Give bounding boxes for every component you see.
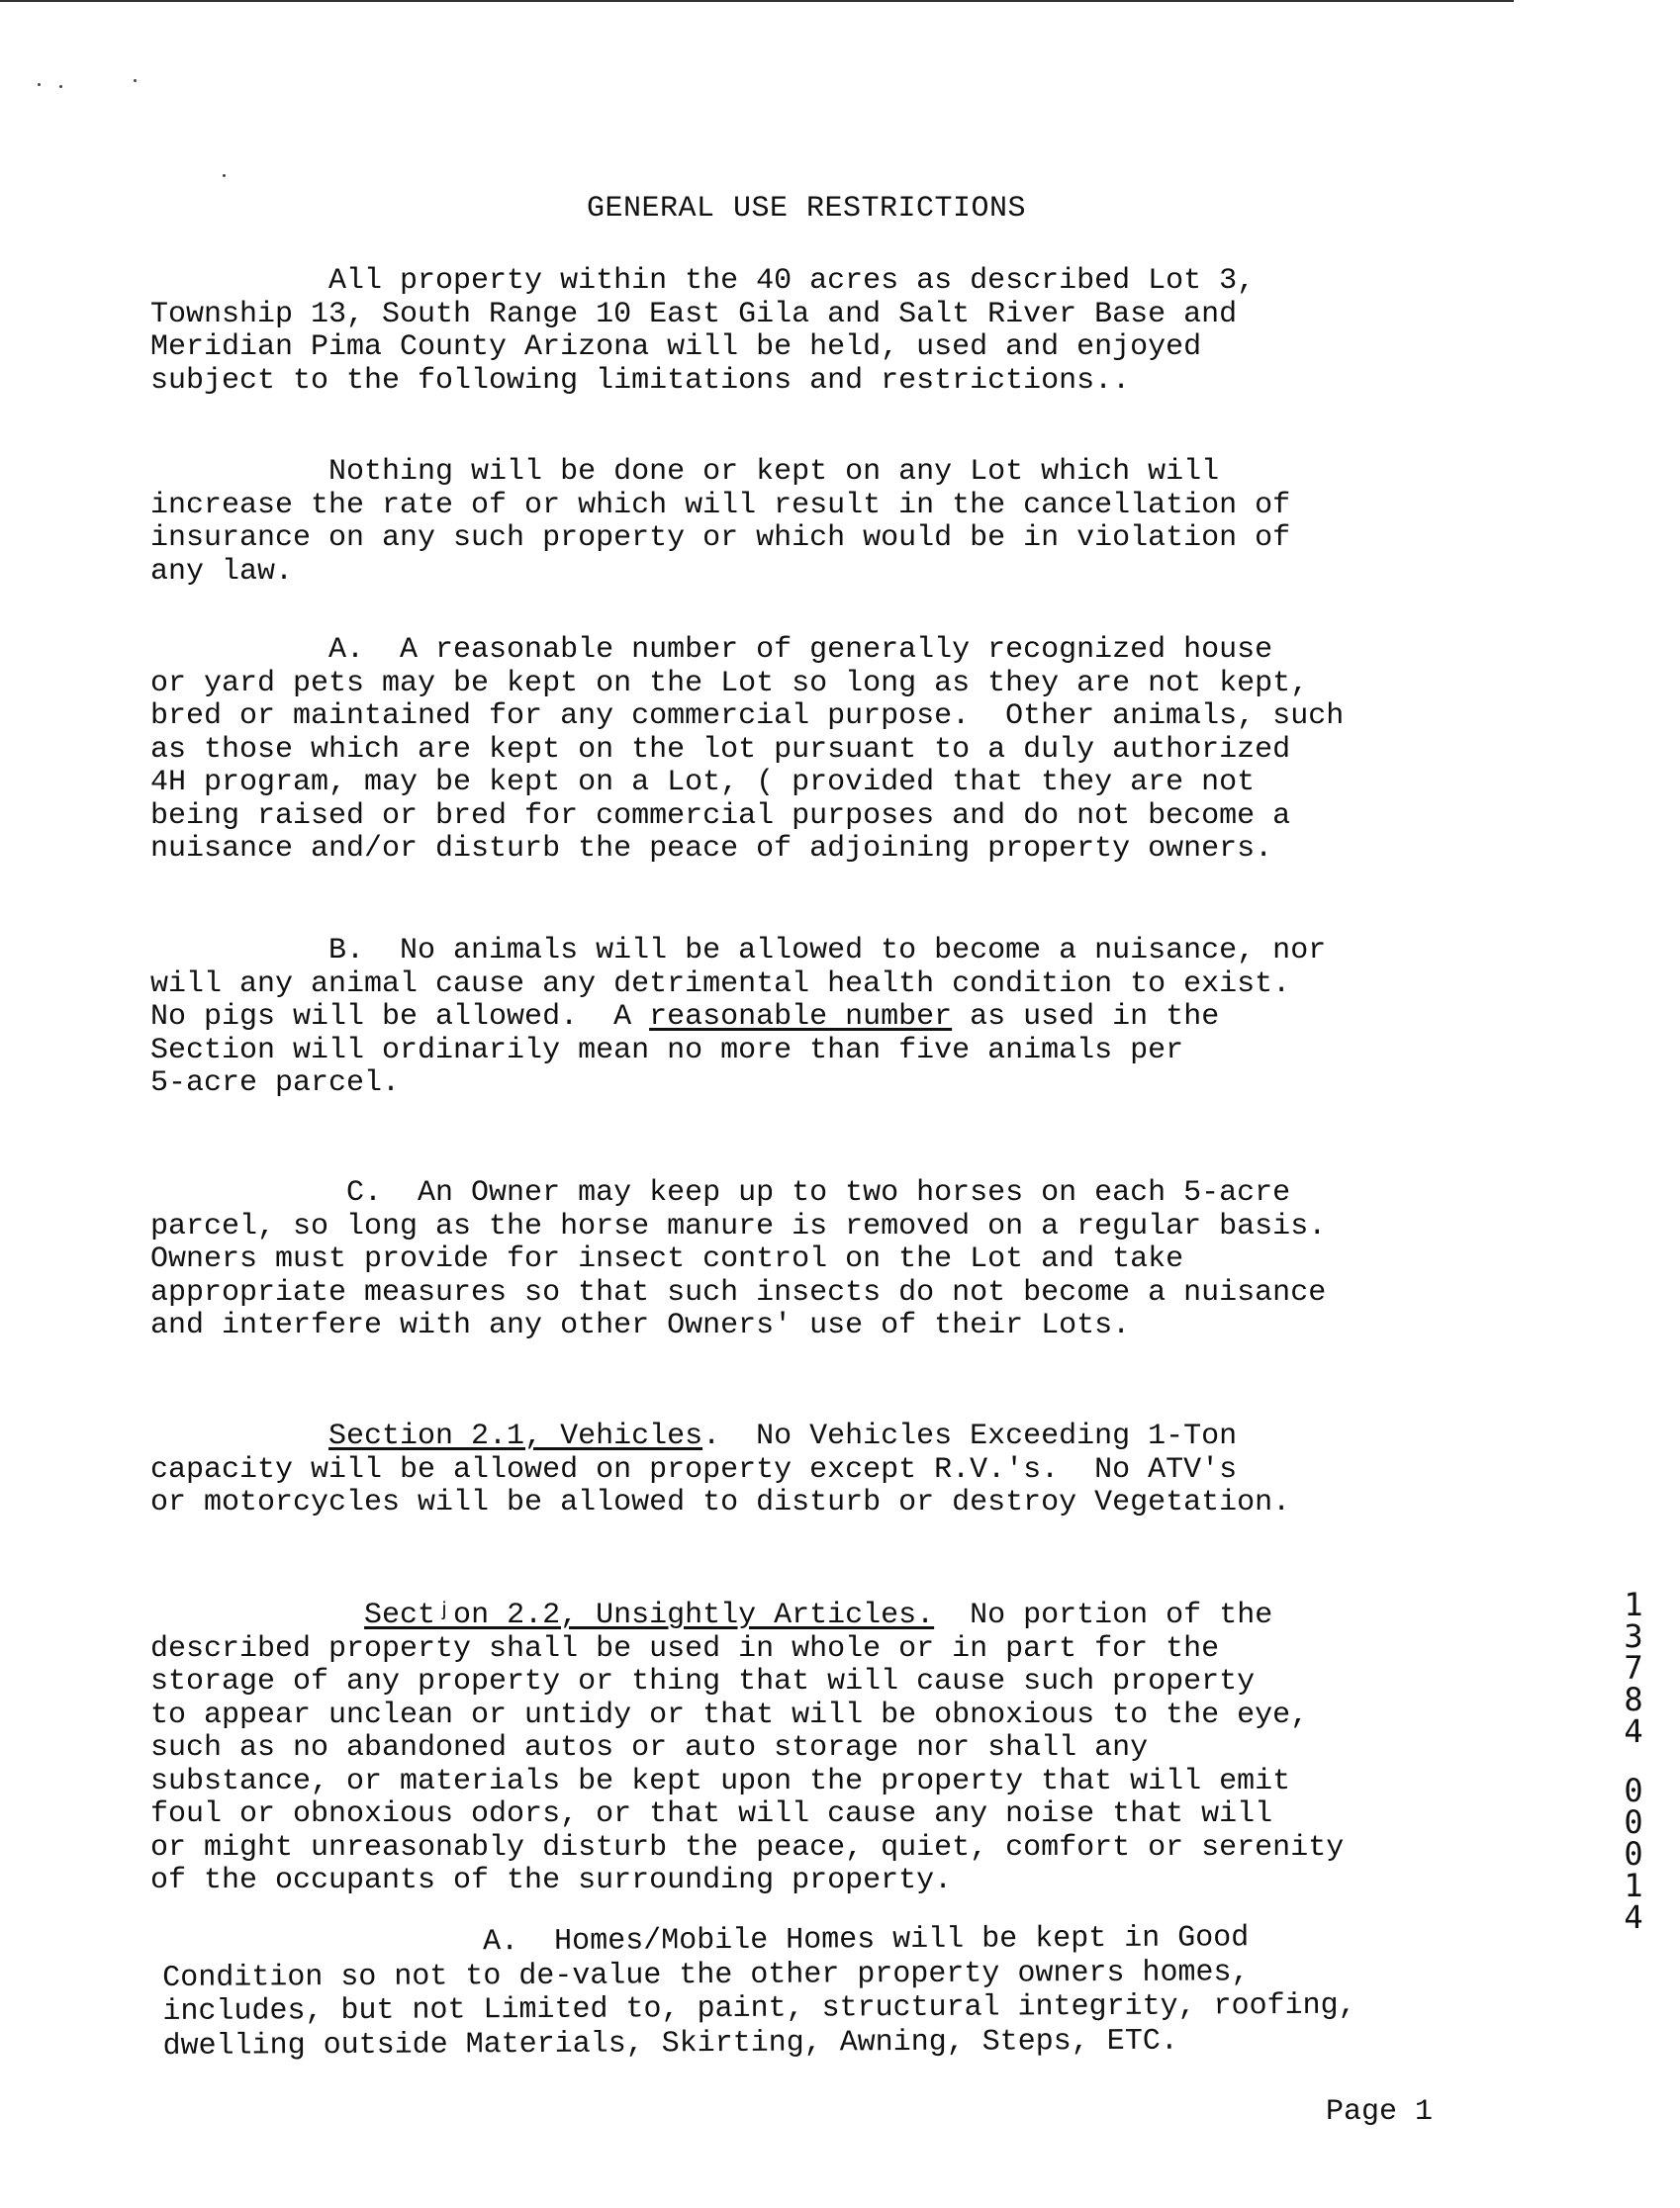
- scan-speck: [223, 174, 226, 177]
- scan-speck: [134, 79, 137, 82]
- stamp-digit: 4: [1624, 1712, 1643, 1750]
- stamp-digit: 0: [1624, 1803, 1643, 1841]
- underlined-term: reasonable number: [649, 1000, 953, 1034]
- stamp-digit: 3: [1624, 1617, 1643, 1655]
- paragraph-insurance: Nothing will be done or kept on any Lot which will increase the rate of or which will result in the cancellation of insurance on any such property or which would be in violation of any law.: [150, 455, 1291, 589]
- document-title: GENERAL USE RESTRICTIONS: [586, 192, 1027, 226]
- paragraph-property-description: All property within the 40 acres as described Lot 3, Township 13, South Range 10 East Gila and Salt River Base and Meridian Pima County Arizona will be held, used and enjoyed subject to the following limitations and restrictions..: [150, 264, 1256, 398]
- stamp-digit: 0: [1624, 1772, 1643, 1809]
- section-2-2-unsightly-articles: Sectʲon 2.2, Unsightly Articles. No portion of the described property shall be used in whole or in part for the storage of any property or thing that will cause such property to appear unclean or untidy or that will be obnoxious to the eye, such as no abandoned autos or auto storage nor shall any substance, or materials be kept upon the property that will emit foul or obnoxious odors, or that will cause any noise that will or might unreasonably disturb the peace, quiet, comfort or serenity of the occupants of the surrounding property.: [150, 1599, 1345, 1897]
- section-2-1-vehicles: Section 2.1, Vehicles. No Vehicles Exceeding 1-Ton capacity will be allowed on property except R.V.'s. No ATV's or motorcycles will be allowed to disturb or destroy Vegetation.: [150, 1420, 1291, 1519]
- section-heading: Sectʲon 2.2, Unsightly Articles.: [364, 1599, 935, 1632]
- paragraph-a-pets: A. A reasonable number of generally recognized house or yard pets may be kept on the Lot so long as they are not kept, bred or maintained for any commercial purpose. Other animals, such as those which are kept on the lot pursuant to a duly authorized 4H program, may be kept on a Lot, ( provided that they are not being raised or bred for commercial purposes and do not become a nuisance and/or disturb the peace of adjoining property owners.: [150, 633, 1345, 866]
- stamp-digit: 4: [1624, 1898, 1643, 1936]
- stamp-digit: 8: [1624, 1681, 1643, 1718]
- scan-speck: [59, 85, 62, 88]
- stamp-digit: 7: [1624, 1649, 1643, 1687]
- page-number: Page 1: [1326, 2095, 1434, 2129]
- paragraph-homes-condition: A. Homes/Mobile Homes will be kept in Good Condition so not to de-value the other property owners homes, includes, but not Limited to, paint, structural integrity, roofing, dwelling outside Materials, Skirting, Awning, Steps, ETC.: [162, 1921, 1356, 2064]
- stamp-digit: 1: [1624, 1586, 1643, 1623]
- side-docket-stamp: [1619, 1586, 1648, 1936]
- paragraph-c-horses: C. An Owner may keep up to two horses on each 5-acre parcel, so long as the horse manure is removed on a regular basis. Owners must provide for insect control on the Lot and take appropriate measures so that such insects do not become a nuisance and interfere with any other Owners' use of their Lots.: [150, 1176, 1327, 1342]
- scan-top-border: [0, 0, 1514, 2]
- paragraph-b-animals: B. No animals will be allowed to become a nuisance, nor will any animal cause any detrimental health condition to exist. No pigs will be allowed. A reasonable number as used in the Section will ordinarily mean no more than five animals per 5-acre parcel.: [150, 934, 1327, 1100]
- stamp-digit: 1: [1624, 1867, 1643, 1904]
- stamp-digit: 0: [1624, 1835, 1643, 1873]
- section-heading: Section 2.1, Vehicles: [328, 1420, 703, 1453]
- scan-speck: [38, 83, 41, 86]
